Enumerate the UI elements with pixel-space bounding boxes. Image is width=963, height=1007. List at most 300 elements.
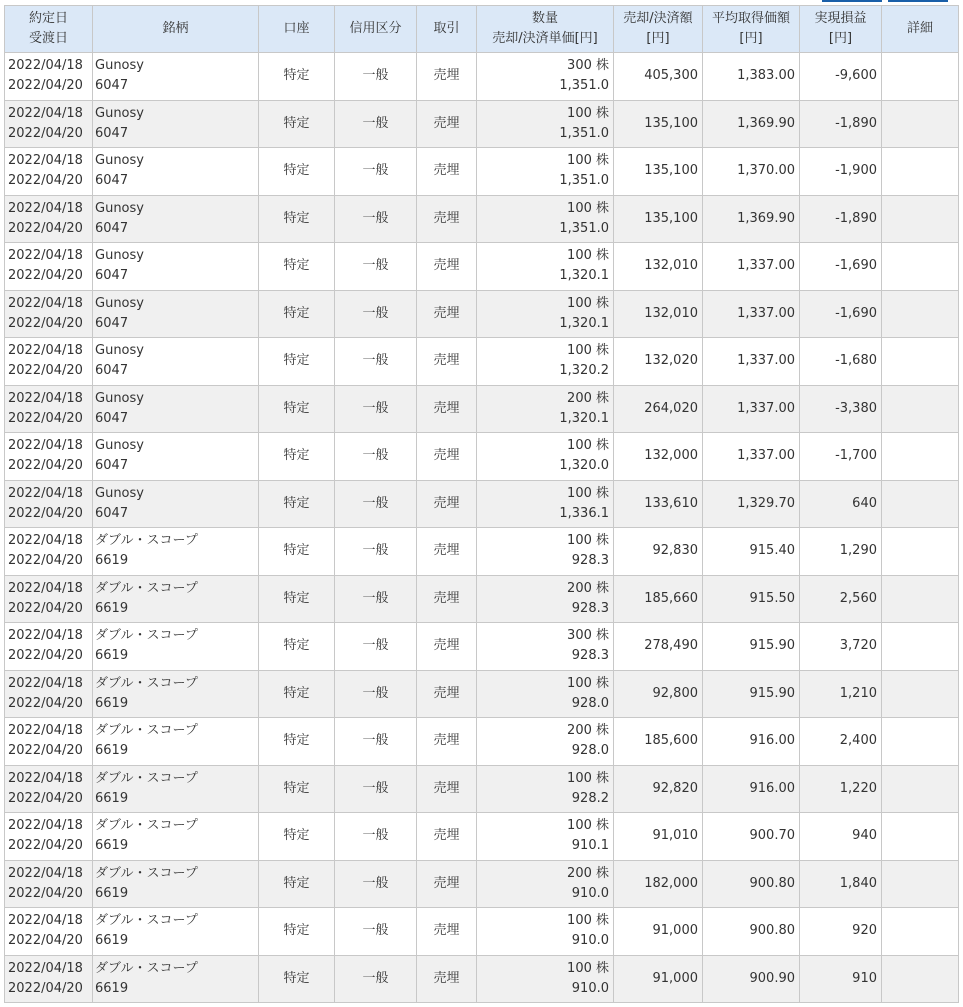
trade-date: 2022/04/18 — [8, 913, 83, 929]
realized-pl-cell: 3,720 — [800, 623, 882, 671]
price: 1,320.0 — [559, 458, 609, 474]
header-amount: 売却/決済額 [円] — [614, 6, 703, 53]
account-cell: 特定 — [259, 860, 335, 908]
trade-date: 2022/04/18 — [8, 818, 83, 834]
stock-code: 6047 — [95, 458, 129, 474]
trade-cell: 売埋 — [417, 528, 477, 576]
settle-date: 2022/04/20 — [8, 220, 83, 236]
table-row — [5, 243, 959, 291]
realized-pl-cell: -1,680 — [800, 338, 882, 386]
header-trade: 取引 — [417, 6, 477, 53]
price: 928.0 — [571, 695, 609, 711]
date-cell — [5, 670, 93, 718]
table-row — [5, 955, 959, 1003]
price: 928.0 — [571, 743, 609, 759]
table-row — [5, 100, 959, 148]
qty-cell — [477, 100, 614, 148]
detail-cell — [882, 575, 959, 623]
qty-cell — [477, 433, 614, 481]
credit-cell: 一般 — [335, 243, 417, 291]
credit-cell: 一般 — [335, 813, 417, 861]
stock-code: 6619 — [95, 838, 129, 854]
table-row — [5, 908, 959, 956]
credit-cell: 一般 — [335, 433, 417, 481]
qty: 100 株 — [567, 818, 609, 834]
stock-cell — [93, 338, 259, 386]
stock-cell — [93, 100, 259, 148]
date-cell — [5, 860, 93, 908]
trade-date: 2022/04/18 — [8, 58, 83, 74]
trade-cell: 売埋 — [417, 670, 477, 718]
settle-date: 2022/04/20 — [8, 648, 83, 664]
detail-cell — [882, 908, 959, 956]
stock-name: Gunosy — [95, 105, 144, 121]
qty-cell — [477, 955, 614, 1003]
trade-date: 2022/04/18 — [8, 105, 83, 121]
realized-pl-table — [4, 5, 959, 1003]
price: 910.1 — [571, 838, 609, 854]
qty-cell — [477, 623, 614, 671]
detail-cell — [882, 813, 959, 861]
table-row — [5, 290, 959, 338]
date-cell — [5, 290, 93, 338]
realized-pl-cell: 1,840 — [800, 860, 882, 908]
qty: 200 株 — [567, 580, 609, 596]
stock-cell — [93, 53, 259, 101]
stock-cell — [93, 765, 259, 813]
qty: 200 株 — [567, 723, 609, 739]
qty-cell — [477, 765, 614, 813]
stock-name: ダブル・スコープ — [95, 533, 198, 549]
settle-date: 2022/04/20 — [8, 410, 83, 426]
amount-cell: 278,490 — [614, 623, 703, 671]
header-detail: 詳細 — [882, 6, 959, 53]
detail-cell — [882, 955, 959, 1003]
stock-name: ダブル・スコープ — [95, 913, 198, 929]
avg-cost-cell: 900.70 — [703, 813, 800, 861]
account-cell: 特定 — [259, 765, 335, 813]
account-cell: 特定 — [259, 338, 335, 386]
trade-date: 2022/04/18 — [8, 200, 83, 216]
credit-cell: 一般 — [335, 528, 417, 576]
trade-cell: 売埋 — [417, 53, 477, 101]
stock-code: 6047 — [95, 410, 129, 426]
stock-cell — [93, 860, 259, 908]
settle-date: 2022/04/20 — [8, 173, 83, 189]
stock-name: ダブル・スコープ — [95, 865, 198, 881]
realized-pl-cell: 2,400 — [800, 718, 882, 766]
date-cell — [5, 908, 93, 956]
stock-code: 6047 — [95, 315, 129, 331]
account-cell: 特定 — [259, 528, 335, 576]
stock-cell — [93, 955, 259, 1003]
realized-pl-cell: 1,290 — [800, 528, 882, 576]
avg-cost-cell: 1,337.00 — [703, 338, 800, 386]
price: 910.0 — [571, 885, 609, 901]
stock-cell — [93, 575, 259, 623]
detail-cell — [882, 623, 959, 671]
credit-cell: 一般 — [335, 53, 417, 101]
stock-name: Gunosy — [95, 58, 144, 74]
stock-name: Gunosy — [95, 248, 144, 264]
stock-name: Gunosy — [95, 390, 144, 406]
date-cell — [5, 480, 93, 528]
date-cell — [5, 243, 93, 291]
realized-pl-cell: 940 — [800, 813, 882, 861]
avg-cost-cell: 1,337.00 — [703, 290, 800, 338]
table-row — [5, 813, 959, 861]
settle-date: 2022/04/20 — [8, 268, 83, 284]
avg-cost-cell: 900.90 — [703, 955, 800, 1003]
price: 910.0 — [571, 980, 609, 996]
amount-cell: 132,010 — [614, 290, 703, 338]
account-cell: 特定 — [259, 433, 335, 481]
qty: 100 株 — [567, 105, 609, 121]
header-pl: 実現損益 [円] — [800, 6, 882, 53]
qty: 100 株 — [567, 153, 609, 169]
trade-date: 2022/04/18 — [8, 485, 83, 501]
stock-code: 6047 — [95, 363, 129, 379]
qty: 100 株 — [567, 343, 609, 359]
detail-cell — [882, 338, 959, 386]
qty: 300 株 — [567, 628, 609, 644]
realized-pl-cell: -1,690 — [800, 243, 882, 291]
stock-code: 6619 — [95, 933, 129, 949]
realized-pl-cell: -3,380 — [800, 385, 882, 433]
date-cell — [5, 148, 93, 196]
table-row — [5, 623, 959, 671]
stock-name: ダブル・スコープ — [95, 723, 198, 739]
stock-code: 6619 — [95, 553, 129, 569]
qty-cell — [477, 908, 614, 956]
credit-cell: 一般 — [335, 338, 417, 386]
trade-cell: 売埋 — [417, 860, 477, 908]
detail-cell — [882, 243, 959, 291]
trade-date: 2022/04/18 — [8, 723, 83, 739]
amount-cell: 132,000 — [614, 433, 703, 481]
trade-cell: 売埋 — [417, 338, 477, 386]
settle-date: 2022/04/20 — [8, 553, 83, 569]
trade-date: 2022/04/18 — [8, 865, 83, 881]
account-cell: 特定 — [259, 480, 335, 528]
trade-date: 2022/04/18 — [8, 153, 83, 169]
date-cell — [5, 718, 93, 766]
table-row — [5, 718, 959, 766]
price: 1,351.0 — [559, 125, 609, 141]
amount-cell: 405,300 — [614, 53, 703, 101]
realized-pl-cell: 2,560 — [800, 575, 882, 623]
stock-cell — [93, 433, 259, 481]
avg-cost-cell: 1,383.00 — [703, 53, 800, 101]
price: 928.2 — [571, 790, 609, 806]
account-cell: 特定 — [259, 670, 335, 718]
header-avg: 平均取得価額 [円] — [703, 6, 800, 53]
trade-cell: 売埋 — [417, 623, 477, 671]
qty: 100 株 — [567, 913, 609, 929]
settle-date: 2022/04/20 — [8, 933, 83, 949]
table-row — [5, 195, 959, 243]
detail-cell — [882, 670, 959, 718]
account-cell: 特定 — [259, 290, 335, 338]
stock-cell — [93, 195, 259, 243]
amount-cell: 132,020 — [614, 338, 703, 386]
qty-cell — [477, 670, 614, 718]
date-cell — [5, 765, 93, 813]
stock-cell — [93, 480, 259, 528]
stock-cell — [93, 528, 259, 576]
stock-name: ダブル・スコープ — [95, 580, 198, 596]
settle-date: 2022/04/20 — [8, 695, 83, 711]
avg-cost-cell: 1,329.70 — [703, 480, 800, 528]
stock-code: 6619 — [95, 648, 129, 664]
stock-cell — [93, 290, 259, 338]
qty-cell — [477, 290, 614, 338]
detail-cell — [882, 528, 959, 576]
account-cell: 特定 — [259, 195, 335, 243]
amount-cell: 135,100 — [614, 195, 703, 243]
qty-cell — [477, 528, 614, 576]
credit-cell: 一般 — [335, 195, 417, 243]
stock-code: 6619 — [95, 695, 129, 711]
detail-cell — [882, 480, 959, 528]
price: 928.3 — [571, 600, 609, 616]
stock-cell — [93, 623, 259, 671]
stock-cell — [93, 148, 259, 196]
table-row — [5, 338, 959, 386]
stock-name: ダブル・スコープ — [95, 628, 198, 644]
trade-date: 2022/04/18 — [8, 343, 83, 359]
account-cell: 特定 — [259, 53, 335, 101]
credit-cell: 一般 — [335, 623, 417, 671]
detail-cell — [882, 718, 959, 766]
trade-date: 2022/04/18 — [8, 533, 83, 549]
date-cell — [5, 575, 93, 623]
stock-code: 6619 — [95, 885, 129, 901]
realized-pl-cell: 640 — [800, 480, 882, 528]
price: 1,320.1 — [559, 410, 609, 426]
trade-cell: 売埋 — [417, 575, 477, 623]
table-row — [5, 53, 959, 101]
qty-cell — [477, 860, 614, 908]
trade-cell: 売埋 — [417, 813, 477, 861]
qty-cell — [477, 575, 614, 623]
avg-cost-cell: 900.80 — [703, 860, 800, 908]
account-cell: 特定 — [259, 623, 335, 671]
detail-cell — [882, 860, 959, 908]
stock-code: 6047 — [95, 78, 129, 94]
account-cell: 特定 — [259, 813, 335, 861]
price: 1,351.0 — [559, 220, 609, 236]
settle-date: 2022/04/20 — [8, 600, 83, 616]
trade-date: 2022/04/18 — [8, 390, 83, 406]
settle-date: 2022/04/20 — [8, 885, 83, 901]
credit-cell: 一般 — [335, 100, 417, 148]
stock-code: 6047 — [95, 220, 129, 236]
qty: 100 株 — [567, 438, 609, 454]
trade-date: 2022/04/18 — [8, 295, 83, 311]
realized-pl-cell: 920 — [800, 908, 882, 956]
stock-name: Gunosy — [95, 295, 144, 311]
avg-cost-cell: 1,369.90 — [703, 100, 800, 148]
qty: 100 株 — [567, 295, 609, 311]
header-date: 約定日 受渡日 — [5, 6, 93, 53]
settle-date: 2022/04/20 — [8, 125, 83, 141]
price: 1,351.0 — [559, 173, 609, 189]
detail-cell — [882, 433, 959, 481]
table-row — [5, 433, 959, 481]
table-row — [5, 385, 959, 433]
price: 1,351.0 — [559, 78, 609, 94]
stock-code: 6047 — [95, 268, 129, 284]
account-cell: 特定 — [259, 575, 335, 623]
credit-cell: 一般 — [335, 860, 417, 908]
date-cell — [5, 813, 93, 861]
stock-code: 6047 — [95, 173, 129, 189]
credit-cell: 一般 — [335, 955, 417, 1003]
stock-cell — [93, 908, 259, 956]
amount-cell: 91,000 — [614, 908, 703, 956]
qty: 200 株 — [567, 390, 609, 406]
amount-cell: 92,830 — [614, 528, 703, 576]
trade-cell: 売埋 — [417, 765, 477, 813]
table-row — [5, 670, 959, 718]
account-cell: 特定 — [259, 385, 335, 433]
qty-cell — [477, 385, 614, 433]
trade-date: 2022/04/18 — [8, 580, 83, 596]
credit-cell: 一般 — [335, 290, 417, 338]
price: 928.3 — [571, 648, 609, 664]
qty: 200 株 — [567, 865, 609, 881]
credit-cell: 一般 — [335, 148, 417, 196]
header-qty: 数量 売却/決済単価[円] — [477, 6, 614, 53]
detail-cell — [882, 290, 959, 338]
settle-date: 2022/04/20 — [8, 505, 83, 521]
trade-date: 2022/04/18 — [8, 675, 83, 691]
avg-cost-cell: 915.40 — [703, 528, 800, 576]
qty-cell — [477, 243, 614, 291]
account-cell: 特定 — [259, 100, 335, 148]
account-cell: 特定 — [259, 243, 335, 291]
stock-cell — [93, 670, 259, 718]
account-cell: 特定 — [259, 718, 335, 766]
trade-cell: 売埋 — [417, 908, 477, 956]
avg-cost-cell: 915.50 — [703, 575, 800, 623]
avg-cost-cell: 1,370.00 — [703, 148, 800, 196]
trade-cell: 売埋 — [417, 100, 477, 148]
realized-pl-cell: 1,210 — [800, 670, 882, 718]
stock-name: ダブル・スコープ — [95, 818, 198, 834]
settle-date: 2022/04/20 — [8, 838, 83, 854]
settle-date: 2022/04/20 — [8, 458, 83, 474]
trade-cell: 売埋 — [417, 955, 477, 1003]
avg-cost-cell: 1,337.00 — [703, 243, 800, 291]
account-cell: 特定 — [259, 908, 335, 956]
avg-cost-cell: 1,337.00 — [703, 433, 800, 481]
avg-cost-cell: 916.00 — [703, 718, 800, 766]
stock-name: Gunosy — [95, 153, 144, 169]
table-row — [5, 765, 959, 813]
realized-pl-cell: 1,220 — [800, 765, 882, 813]
qty-cell — [477, 53, 614, 101]
settle-date: 2022/04/20 — [8, 363, 83, 379]
account-cell: 特定 — [259, 955, 335, 1003]
date-cell — [5, 338, 93, 386]
settle-date: 2022/04/20 — [8, 980, 83, 996]
trade-cell: 売埋 — [417, 290, 477, 338]
avg-cost-cell: 916.00 — [703, 765, 800, 813]
amount-cell: 92,820 — [614, 765, 703, 813]
detail-cell — [882, 385, 959, 433]
realized-pl-cell: -1,890 — [800, 195, 882, 243]
qty-cell — [477, 480, 614, 528]
realized-pl-cell: -1,690 — [800, 290, 882, 338]
qty: 100 株 — [567, 770, 609, 786]
stock-code: 6619 — [95, 600, 129, 616]
qty: 100 株 — [567, 200, 609, 216]
qty: 100 株 — [567, 533, 609, 549]
trade-cell: 売埋 — [417, 243, 477, 291]
stock-cell — [93, 718, 259, 766]
stock-name: ダブル・スコープ — [95, 960, 198, 976]
detail-cell — [882, 148, 959, 196]
amount-cell: 135,100 — [614, 148, 703, 196]
credit-cell: 一般 — [335, 718, 417, 766]
amount-cell: 185,600 — [614, 718, 703, 766]
stock-code: 6619 — [95, 743, 129, 759]
header-account: 口座 — [259, 6, 335, 53]
trade-cell: 売埋 — [417, 385, 477, 433]
qty: 100 株 — [567, 675, 609, 691]
avg-cost-cell: 915.90 — [703, 623, 800, 671]
settle-date: 2022/04/20 — [8, 315, 83, 331]
amount-cell: 91,010 — [614, 813, 703, 861]
table-row — [5, 860, 959, 908]
stock-name: ダブル・スコープ — [95, 770, 198, 786]
realized-pl-cell: -1,700 — [800, 433, 882, 481]
stock-name: ダブル・スコープ — [95, 675, 198, 691]
stock-cell — [93, 813, 259, 861]
stock-cell — [93, 385, 259, 433]
realized-pl-cell: -9,600 — [800, 53, 882, 101]
date-cell — [5, 433, 93, 481]
stock-name: Gunosy — [95, 200, 144, 216]
stock-code: 6619 — [95, 980, 129, 996]
trade-cell: 売埋 — [417, 480, 477, 528]
stock-name: Gunosy — [95, 343, 144, 359]
amount-cell: 264,020 — [614, 385, 703, 433]
date-cell — [5, 385, 93, 433]
table-header-row — [5, 6, 959, 53]
amount-cell: 135,100 — [614, 100, 703, 148]
credit-cell: 一般 — [335, 908, 417, 956]
header-credit: 信用区分 — [335, 6, 417, 53]
trade-date: 2022/04/18 — [8, 960, 83, 976]
qty-cell — [477, 338, 614, 386]
credit-cell: 一般 — [335, 765, 417, 813]
settle-date: 2022/04/20 — [8, 743, 83, 759]
qty-cell — [477, 195, 614, 243]
credit-cell: 一般 — [335, 670, 417, 718]
detail-cell — [882, 100, 959, 148]
price: 1,320.2 — [559, 363, 609, 379]
avg-cost-cell: 915.90 — [703, 670, 800, 718]
detail-cell — [882, 195, 959, 243]
table-row — [5, 528, 959, 576]
realized-pl-cell: 910 — [800, 955, 882, 1003]
price: 1,336.1 — [559, 505, 609, 521]
trade-date: 2022/04/18 — [8, 248, 83, 264]
qty-cell — [477, 718, 614, 766]
